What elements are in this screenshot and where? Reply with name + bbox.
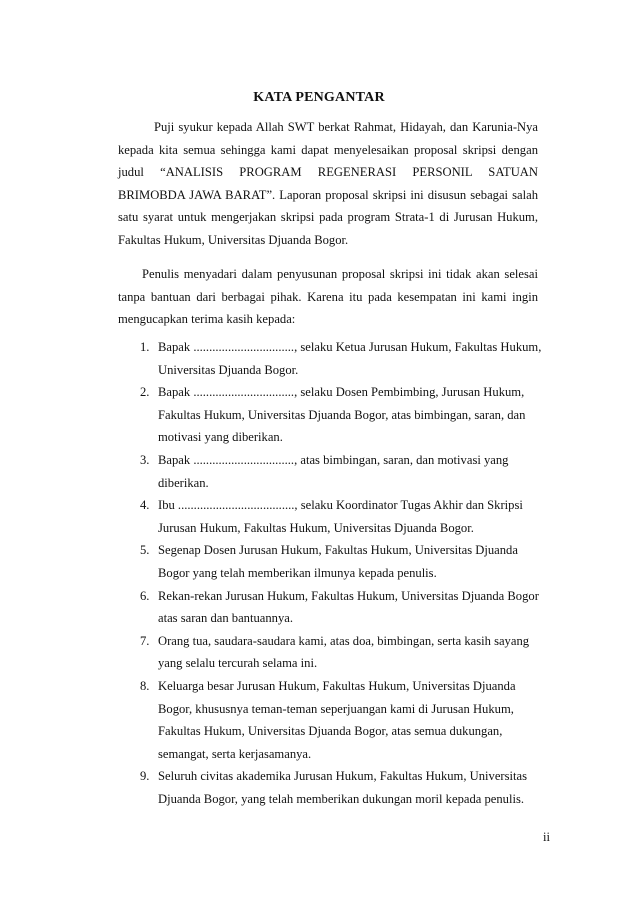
list-item [118, 585, 550, 630]
list-item-text: Seluruh civitas akademika Jurusan Hukum, Fakultas Hukum, Universitas Djuanda Bogor, yang telah memberikan dukungan moril kepada penulis. [158, 769, 528, 806]
list-item-number: 4. [140, 498, 150, 513]
list-item [118, 381, 550, 449]
list-item-number: 3. [140, 452, 150, 467]
list-item-number: 9. [140, 769, 150, 784]
list-item [118, 336, 550, 381]
list-item [118, 494, 550, 539]
intro-paragraph [118, 116, 538, 252]
list-item-number: 5. [140, 543, 150, 558]
list-item [118, 539, 550, 584]
list-item-text: Bapak ................................, atas bimbingan, saran, dan motivasi yang diberikan. [158, 452, 509, 490]
list-item-text: Bapak ................................, selaku Ketua Jurusan Hukum, Fakultas Hukum, Universitas Djuanda Bogor. [158, 340, 542, 377]
list-item-text: Bapak ................................, selaku Dosen Pembimbing, Jurusan Hukum, Fakultas Hukum, Universitas Djuanda Bogor, atas bimbingan, saran, dan motivasi yang diberikan. [158, 385, 526, 445]
list-item [118, 449, 550, 494]
list-item [118, 630, 550, 675]
list-item-number: 1. [140, 340, 150, 354]
list-item-number: 8. [140, 678, 150, 693]
page-title: KATA PENGANTAR [253, 90, 385, 105]
list-item-number: 7. [140, 633, 150, 648]
list-item-text: Rekan-rekan Jurusan Hukum, Fakultas Hukum, Universitas Djuanda Bogor atas saran dan bantuannya. [158, 588, 539, 626]
acknowledgement-paragraph [118, 263, 538, 331]
acknowledgement-paragraph-text: Penulis menyadari dalam penyusunan proposal skripsi ini tidak akan selesai tanpa bantuan dari berbagai pihak. Karena itu pada kesempatan ini kami ingin mengucapkan terima kasih kepada: [118, 267, 538, 327]
list-item [118, 765, 550, 810]
list-item-text: Ibu ....................................., selaku Koordinator Tugas Akhir dan Skripsi Jurusan Hukum, Fakultas Hukum, Universitas Djuanda Bogor. [158, 498, 523, 535]
list-item [118, 675, 550, 765]
thanks-list [118, 336, 550, 810]
list-item-number: 6. [140, 588, 150, 603]
list-item-text: Keluarga besar Jurusan Hukum, Fakultas Hukum, Universitas Djuanda Bogor, khususnya teman-teman seperjuangan kami di Jurusan Hukum, Fakultas Hukum, Universitas Djuanda Bogor, atas semua dukungan, semangat, serta kerjasamanya. [158, 678, 516, 761]
list-item-text: Segenap Dosen Jurusan Hukum, Fakultas Hukum, Universitas Djuanda Bogor yang telah memberikan ilmunya kepada penulis. [158, 543, 518, 580]
list-item-number: 2. [140, 385, 150, 400]
intro-paragraph-text: Puji syukur kepada Allah SWT berkat Rahmat, Hidayah, dan Karunia-Nya kepada kita semua sehingga kami dapat menyelesaikan proposal skripsi dengan judul “ANALISIS PROGRAM REGENERASI PERSONIL SATUAN BRIMOBDA JAWA BARAT”. Laporan proposal skripsi ini disusun sebagai salah satu syarat untuk mengerjakan skripsi pada program Strata-1 di Jurusan Hukum, Fakultas Hukum, Universitas Djuanda Bogor. [118, 120, 538, 247]
page-number: ii [543, 830, 550, 844]
list-item-text: Orang tua, saudara-saudara kami, atas doa, bimbingan, serta kasih sayang yang selalu tercurah selama ini. [158, 633, 530, 671]
